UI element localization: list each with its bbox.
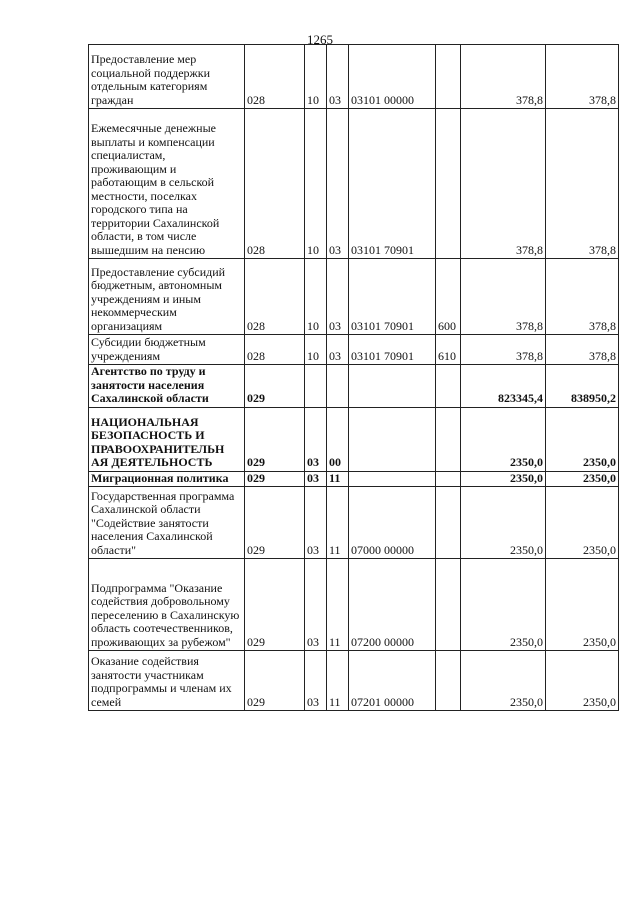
cell-vr: 600 [436,259,461,335]
page-number: 1265 [307,32,333,47]
cell-pr: 03 [327,259,349,335]
cell-ved: 029 [245,651,305,711]
cell-pr: 11 [327,651,349,711]
cell-csr: 03101 00000 [349,45,436,109]
cell-sum-year2: 378,8 [546,109,619,259]
cell-pr: 03 [327,45,349,109]
cell-csr [349,365,436,408]
cell-ved: 029 [245,365,305,408]
cell-sum-year2: 2350,0 [546,471,619,487]
cell-pr: 11 [327,559,349,651]
cell-rz: 03 [305,471,327,487]
cell-sum-year2: 2350,0 [546,407,619,471]
cell-name: НАЦИОНАЛЬНАЯ БЕЗОПАСНОСТЬ И ПРАВООХРАНИТЕЛЬН АЯ ДЕЯТЕЛЬНОСТЬ [89,407,245,471]
cell-sum-year2: 378,8 [546,45,619,109]
cell-rz: 03 [305,407,327,471]
cell-ved: 028 [245,45,305,109]
cell-vr [436,407,461,471]
cell-rz: 10 [305,45,327,109]
cell-vr: 610 [436,335,461,365]
table-row [89,651,619,711]
cell-csr: 07200 00000 [349,559,436,651]
cell-csr: 07000 00000 [349,487,436,559]
cell-pr: 11 [327,487,349,559]
cell-sum-year2: 378,8 [546,335,619,365]
cell-csr: 03101 70901 [349,259,436,335]
cell-pr [327,365,349,408]
cell-sum-year1: 378,8 [461,335,546,365]
table-row [89,109,619,259]
budget-table-body [89,45,619,711]
cell-sum-year2: 838950,2 [546,365,619,408]
table-row [89,559,619,651]
cell-sum-year1: 378,8 [461,109,546,259]
cell-name: Предоставление субсидий бюджетным, автономным учреждениям и иным некоммерческим организациям [89,259,245,335]
cell-name: Субсидии бюджетным учреждениям [89,335,245,365]
cell-sum-year2: 2350,0 [546,487,619,559]
cell-sum-year2: 2350,0 [546,651,619,711]
table-row [89,407,619,471]
cell-pr: 03 [327,109,349,259]
cell-vr [436,471,461,487]
table-row [89,471,619,487]
cell-rz: 10 [305,259,327,335]
cell-pr: 03 [327,335,349,365]
cell-sum-year2: 378,8 [546,259,619,335]
cell-sum-year1: 2350,0 [461,651,546,711]
cell-name: Подпрограмма "Оказание содействия добровольному переселению в Сахалинскую область соотечественников, проживающих за рубежом" [89,559,245,651]
table-row [89,365,619,408]
cell-ved: 029 [245,487,305,559]
cell-sum-year1: 2350,0 [461,559,546,651]
table-row [89,487,619,559]
cell-name: Агентство по труду и занятости населения Сахалинской области [89,365,245,408]
table-row [89,259,619,335]
cell-csr [349,471,436,487]
cell-ved: 028 [245,259,305,335]
cell-rz: 03 [305,487,327,559]
budget-table [88,44,619,711]
cell-csr: 07201 00000 [349,651,436,711]
cell-rz: 03 [305,559,327,651]
cell-sum-year1: 823345,4 [461,365,546,408]
cell-ved: 029 [245,559,305,651]
cell-sum-year1: 2350,0 [461,487,546,559]
cell-vr [436,651,461,711]
cell-rz [305,365,327,408]
cell-csr: 03101 70901 [349,109,436,259]
cell-name: Миграционная политика [89,471,245,487]
cell-vr [436,109,461,259]
cell-sum-year1: 378,8 [461,259,546,335]
cell-ved: 029 [245,471,305,487]
cell-sum-year1: 378,8 [461,45,546,109]
cell-rz: 10 [305,109,327,259]
table-row [89,45,619,109]
cell-vr [436,559,461,651]
cell-name: Оказание содействия занятости участникам подпрограммы и членам их семей [89,651,245,711]
table-row [89,335,619,365]
cell-vr [436,45,461,109]
cell-ved: 028 [245,335,305,365]
cell-sum-year1: 2350,0 [461,471,546,487]
cell-name: Ежемесячные денежные выплаты и компенсации специалистам, проживающим и работающим в сельской местности, поселках городского типа на территории Сахалинской области, в том числе вышедшим на пенсию [89,109,245,259]
cell-name: Предоставление мер социальной поддержки отдельным категориям граждан [89,45,245,109]
cell-vr [436,487,461,559]
cell-csr: 03101 70901 [349,335,436,365]
cell-sum-year2: 2350,0 [546,559,619,651]
cell-csr [349,407,436,471]
cell-ved: 028 [245,109,305,259]
cell-pr: 00 [327,407,349,471]
cell-rz: 03 [305,651,327,711]
cell-name: Государственная программа Сахалинской области "Содействие занятости населения Сахалинской области" [89,487,245,559]
cell-vr [436,365,461,408]
cell-ved: 029 [245,407,305,471]
cell-sum-year1: 2350,0 [461,407,546,471]
cell-pr: 11 [327,471,349,487]
cell-rz: 10 [305,335,327,365]
